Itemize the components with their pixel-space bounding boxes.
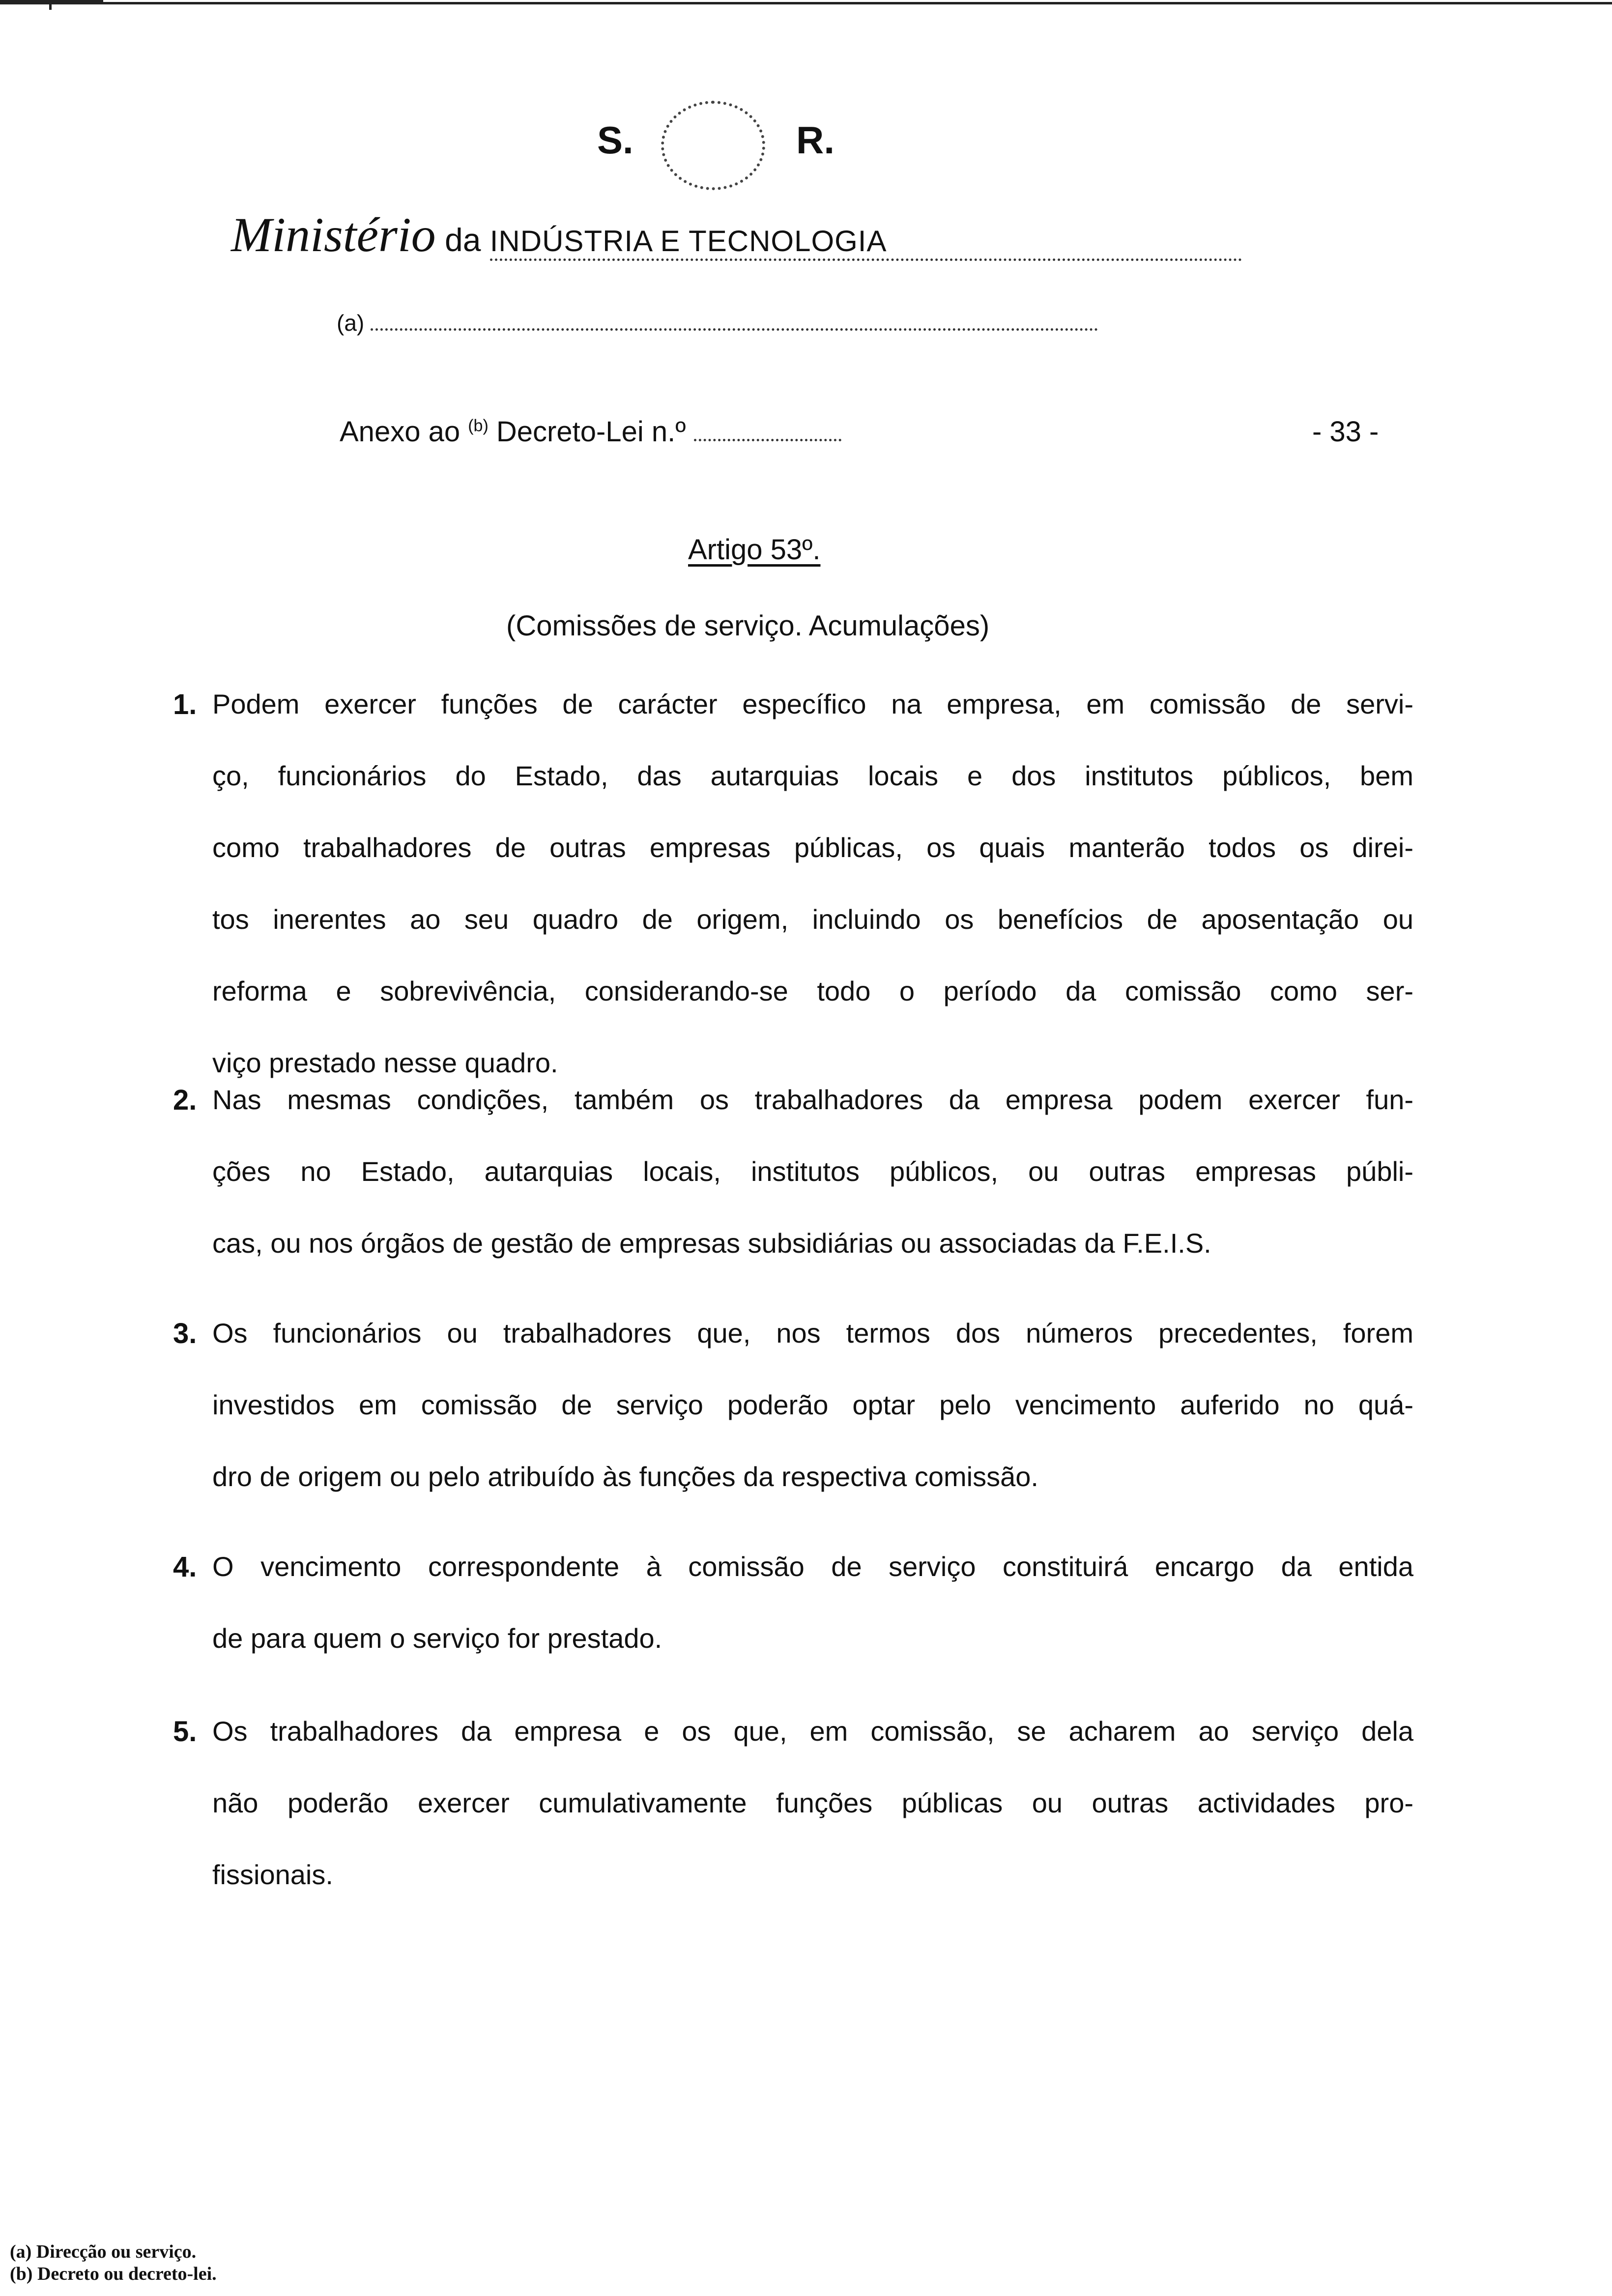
a-marker: (a) bbox=[337, 310, 365, 336]
article-subtitle: (Comissões de serviço. Acumulações) bbox=[506, 610, 990, 642]
paragraph-line: cas, ou nos órgãos de gestão de empresas subsidiárias ou associadas da F.E.I.S. bbox=[212, 1228, 1211, 1259]
paragraph-line: ções no Estado, autarquias locais, institutos públicos, ou outras empresas públi- bbox=[212, 1156, 1413, 1187]
paragraph-line: investidos em comissão de serviço poderão optar pelo vencimento auferido no quá- bbox=[212, 1389, 1413, 1420]
annex-marker: (b) bbox=[468, 416, 489, 435]
annex-label: Anexo ao bbox=[340, 416, 461, 448]
paragraph-line: de para quem o serviço for prestado. bbox=[212, 1623, 662, 1654]
paragraph-line: como trabalhadores de outras empresas públicas, os quais manterão todos os direi- bbox=[212, 832, 1413, 863]
footnote-b: (b) Decreto ou decreto-lei. bbox=[10, 2264, 217, 2284]
paragraph-number: 1. bbox=[173, 689, 197, 720]
annex-decree: Decreto-Lei n.º bbox=[496, 416, 686, 448]
s-letter: S. bbox=[597, 118, 633, 162]
paragraph-line: O vencimento correspondente à comissão de serviço constituirá encargo da entida bbox=[212, 1551, 1413, 1582]
direction-line bbox=[337, 310, 1098, 336]
paragraph-line: dro de origem ou pelo atribuído às funções da respectiva comissão. bbox=[212, 1461, 1038, 1492]
ministry-field bbox=[490, 221, 1242, 261]
paragraph-line: fissionais. bbox=[212, 1859, 333, 1890]
paragraph-line: tos inerentes ao seu quadro de origem, incluindo os benefícios de aposentação ou bbox=[212, 904, 1413, 935]
paragraph-line: Nas mesmas condições, também os trabalhadores da empresa podem exercer fun- bbox=[212, 1084, 1413, 1115]
paragraph-line: Os funcionários ou trabalhadores que, nos termos dos números precedentes, forem bbox=[212, 1318, 1413, 1349]
paragraph-number: 4. bbox=[173, 1551, 197, 1583]
top-border bbox=[0, 2, 1612, 4]
ministry-prefix: Ministério bbox=[231, 207, 436, 262]
paragraph-line: Os trabalhadores da empresa e os que, em comissão, se acharem ao serviço dela bbox=[212, 1716, 1413, 1747]
decree-number-field bbox=[694, 439, 841, 441]
paragraph-number: 5. bbox=[173, 1716, 197, 1748]
direction-field bbox=[371, 328, 1098, 331]
paragraph-line: viço prestado nesse quadro. bbox=[212, 1047, 558, 1078]
paragraph-line: não poderão exercer cumulativamente funções públicas ou outras actividades pro- bbox=[212, 1787, 1413, 1818]
republic-seal-icon bbox=[661, 101, 765, 190]
paragraph-number: 2. bbox=[173, 1084, 197, 1116]
paragraph-line: ço, funcionários do Estado, das autarquias locais e dos institutos públicos, bem bbox=[212, 760, 1413, 791]
ministry-de: da bbox=[445, 222, 481, 258]
ministry-heading bbox=[231, 206, 1242, 263]
r-letter: R. bbox=[796, 118, 835, 162]
footnote-a: (a) Direcção ou serviço. bbox=[10, 2241, 197, 2262]
paragraph-number: 3. bbox=[173, 1318, 197, 1349]
annex-line bbox=[340, 415, 841, 448]
paragraph-line: reforma e sobrevivência, considerando-se todo o período da comissão como ser- bbox=[212, 976, 1413, 1006]
ministry-name: INDÚSTRIA E TECNOLOGIA bbox=[489, 225, 887, 258]
page-number: - 33 - bbox=[1312, 416, 1379, 448]
paragraph-line: Podem exercer funções de carácter específico na empresa, em comissão de servi- bbox=[212, 689, 1413, 719]
article-title: Artigo 53º. bbox=[688, 534, 821, 566]
